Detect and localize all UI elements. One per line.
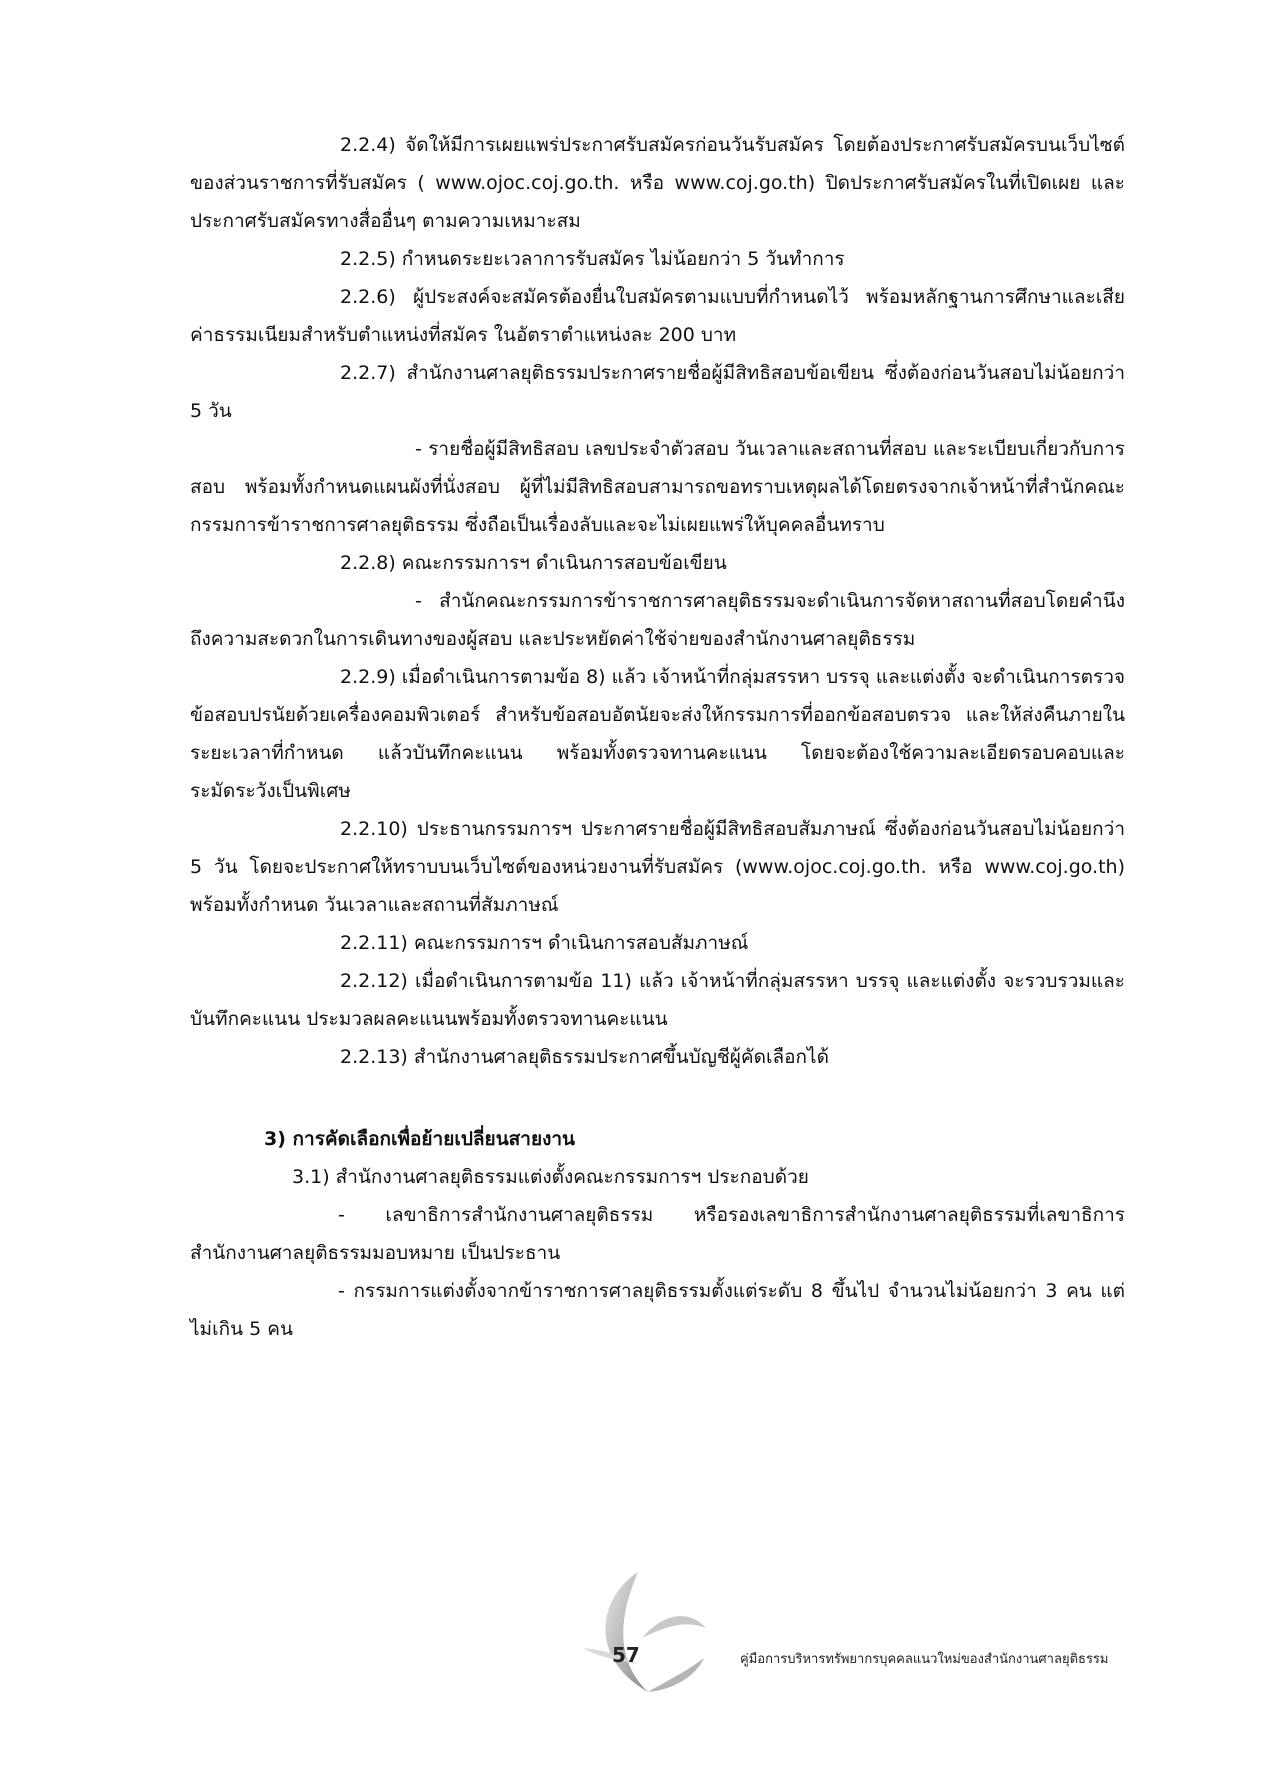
paragraph-3-1: 3.1) สำนักงานศาลยุติธรรมแต่งตั้งคณะกรรมการฯ ประกอบด้วย bbox=[292, 1166, 809, 1188]
paragraph-3-1-bullet-1: - เลขาธิการสำนักงานศาลยุติธรรม หรือรองเลขาธิการสำนักงานศาลยุติธรรมที่เลขาธิการสำนักงานศาลยุติธรรมมอบหมาย เป็นประธาน bbox=[190, 1204, 1125, 1264]
paragraph-2-2-13: 2.2.13) สำนักงานศาลยุติธรรมประกาศขึ้นบัญชีผู้คัดเลือกได้ bbox=[340, 1046, 829, 1068]
paragraph-2-2-7: 2.2.7) สำนักงานศาลยุติธรรมประกาศรายชื่อผู้มีสิทธิสอบข้อเขียน ซึ่งต้องก่อนวันสอบไม่น้อยกว่า 5 วัน bbox=[190, 362, 1125, 422]
page-number: 57 bbox=[612, 1643, 640, 1667]
paragraph-2-2-8: 2.2.8) คณะกรรมการฯ ดำเนินการสอบข้อเขียน bbox=[340, 552, 727, 574]
paragraph-2-2-8-bullet: - สำนักคณะกรรมการข้าราชการศาลยุติธรรมจะดำเนินการจัดหาสถานที่สอบโดยคำนึงถึงความสะดวกในการเดินทางของผู้สอบ และประหยัดค่าใช้จ่ายของสำนักงานศาลยุติธรรม bbox=[190, 590, 1125, 650]
paragraph-2-2-11: 2.2.11) คณะกรรมการฯ ดำเนินการสอบสัมภาษณ์ bbox=[340, 932, 749, 954]
document-body bbox=[190, 126, 1125, 1348]
paragraph-2-2-10: 2.2.10) ประธานกรรมการฯ ประกาศรายชื่อผู้มีสิทธิสอบสัมภาษณ์ ซึ่งต้องก่อนวันสอบไม่น้อยกว่า 5 วัน โดยจะประกาศให้ทราบบนเว็บไซต์ของหน่วยงานที่รับสมัคร (www.ojoc.coj.go.th. หรือ www.coj.go.th) พร้อมทั้งกำหนด วันเวลาและสถานที่สัมภาษณ์ bbox=[190, 818, 1125, 916]
paragraph-2-2-7-bullet: - รายชื่อผู้มีสิทธิสอบ เลขประจำตัวสอบ วันเวลาและสถานที่สอบ และระเบียบเกี่ยวกับการสอบ พร้อมทั้งกำหนดแผนผังที่นั่งสอบ ผู้ที่ไม่มีสิทธิสอบสามารถขอทราบเหตุผลได้โดยตรงจากเจ้าหน้าที่สำนักคณะกรรมการข้าราชการศาลยุติธรรม ซึ่งถือเป็นเรื่องลับและจะไม่เผยแพร่ให้บุคคลอื่นทราบ bbox=[190, 438, 1125, 536]
court-swoosh-icon bbox=[578, 1568, 708, 1698]
paragraph-3-1-bullet-2: - กรรมการแต่งตั้งจากข้าราชการศาลยุติธรรมตั้งแต่ระดับ 8 ขึ้นไป จำนวนไม่น้อยกว่า 3 คน แต่ไม่เกิน 5 คน bbox=[190, 1280, 1125, 1340]
paragraph-2-2-4: 2.2.4) จัดให้มีการเผยแพร่ประกาศรับสมัครก่อนวันรับสมัคร โดยต้องประกาศรับสมัครบนเว็บไซต์ของส่วนราชการที่รับสมัคร ( www.ojoc.coj.go.th. หรือ www.coj.go.th) ปิดประกาศรับสมัครในที่เปิดเผย และประกาศรับสมัครทางสื่ออื่นๆ ตามความเหมาะสม bbox=[190, 134, 1125, 232]
paragraph-2-2-12: 2.2.12) เมื่อดำเนินการตามข้อ 11) แล้ว เจ้าหน้าที่กลุ่มสรรหา บรรจุ และแต่งตั้ง จะรวบรวมและบันทึกคะแนน ประมวลผลคะแนนพร้อมทั้งตรวจทานคะแนน bbox=[190, 970, 1125, 1030]
footer-document-title: คู่มือการบริหารทรัพยากรบุคคลแนวใหม่ของสำนักงานศาลยุติธรรม bbox=[740, 1652, 1109, 1667]
section-3-heading: 3) การคัดเลือกเพื่อย้ายเปลี่ยนสายงาน bbox=[264, 1128, 576, 1150]
paragraph-2-2-5: 2.2.5) กำหนดระยะเวลาการรับสมัคร ไม่น้อยกว่า 5 วันทำการ bbox=[340, 248, 845, 270]
paragraph-2-2-9: 2.2.9) เมื่อดำเนินการตามข้อ 8) แล้ว เจ้าหน้าที่กลุ่มสรรหา บรรจุ และแต่งตั้ง จะดำเนินการตรวจข้อสอบปรนัยด้วยเครื่องคอมพิวเตอร์ สำหรับข้อสอบอัตนัยจะส่งให้กรรมการที่ออกข้อสอบตรวจ และให้ส่งคืนภายในระยะเวลาที่กำหนด แล้วบันทึกคะแนน พร้อมทั้งตรวจทานคะแนน โดยจะต้องใช้ความละเอียดรอบคอบและระมัดระวังเป็นพิเศษ bbox=[190, 666, 1125, 802]
paragraph-2-2-6: 2.2.6) ผู้ประสงค์จะสมัครต้องยื่นใบสมัครตามแบบที่กำหนดไว้ พร้อมหลักฐานการศึกษาและเสียค่าธรรมเนียมสำหรับตำแหน่งที่สมัคร ในอัตราตำแหน่งละ 200 บาท bbox=[190, 286, 1125, 346]
